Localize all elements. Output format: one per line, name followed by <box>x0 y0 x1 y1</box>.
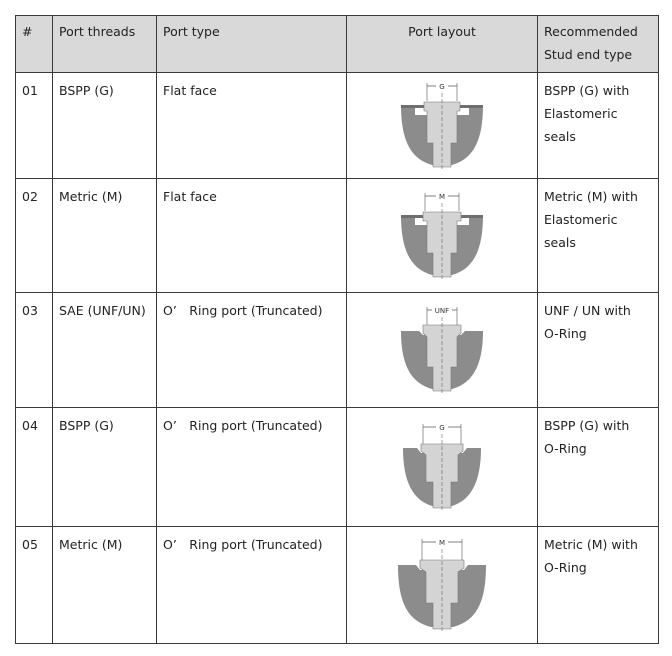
recommended-stud-end: Metric (M) with O-Ring <box>538 527 659 644</box>
port-layout <box>347 527 538 644</box>
table-row <box>16 293 659 408</box>
table-row <box>16 179 659 293</box>
recommended-stud-end: BSPP (G) with O-Ring <box>538 408 659 527</box>
port-threads: BSPP (G) <box>53 73 157 179</box>
flat-face-port-icon <box>399 191 485 281</box>
thread-dim-label: G <box>439 82 445 91</box>
port-table <box>15 15 659 644</box>
row-number: 02 <box>16 179 53 293</box>
table-row <box>16 527 659 644</box>
thread-dim-label: G <box>439 424 445 432</box>
flat-face-port-icon <box>399 81 485 171</box>
port-type: Flat face <box>157 73 347 179</box>
row-number: 03 <box>16 293 53 408</box>
thread-dim-label: M <box>438 539 446 547</box>
port-layout <box>347 73 538 179</box>
o-ring-port-icon <box>399 422 485 512</box>
header-port-threads: Port threads <box>53 16 157 73</box>
port-type: O’ Ring port (Truncated) <box>157 527 347 644</box>
port-type: O’ Ring port (Truncated) <box>157 408 347 527</box>
recommended-stud-end: BSPP (G) with Elastomeric seals <box>538 73 659 179</box>
port-type: Flat face <box>157 179 347 293</box>
port-layout <box>347 293 538 408</box>
port-layout <box>347 179 538 293</box>
port-type: O’ Ring port (Truncated) <box>157 293 347 408</box>
port-layout <box>347 408 538 527</box>
header-recommended: Recommended Stud end type <box>538 16 659 73</box>
thread-dim-label: UNF <box>434 307 450 315</box>
row-number: 01 <box>16 73 53 179</box>
thread-dim-label: M <box>438 192 446 201</box>
o-ring-port-icon <box>396 537 488 633</box>
port-threads: Metric (M) <box>53 179 157 293</box>
header-number: # <box>16 16 53 73</box>
port-threads: BSPP (G) <box>53 408 157 527</box>
port-threads: SAE (UNF/UN) <box>53 293 157 408</box>
recommended-stud-end: UNF / UN with O-Ring <box>538 293 659 408</box>
header-port-type: Port type <box>157 16 347 73</box>
table-row <box>16 73 659 179</box>
row-number: 04 <box>16 408 53 527</box>
recommended-stud-end: Metric (M) with Elastomeric seals <box>538 179 659 293</box>
header-row <box>16 16 659 73</box>
port-threads: Metric (M) <box>53 527 157 644</box>
row-number: 05 <box>16 527 53 644</box>
table-row <box>16 408 659 527</box>
header-port-layout: Port layout <box>347 16 538 73</box>
o-ring-port-icon <box>399 305 485 395</box>
